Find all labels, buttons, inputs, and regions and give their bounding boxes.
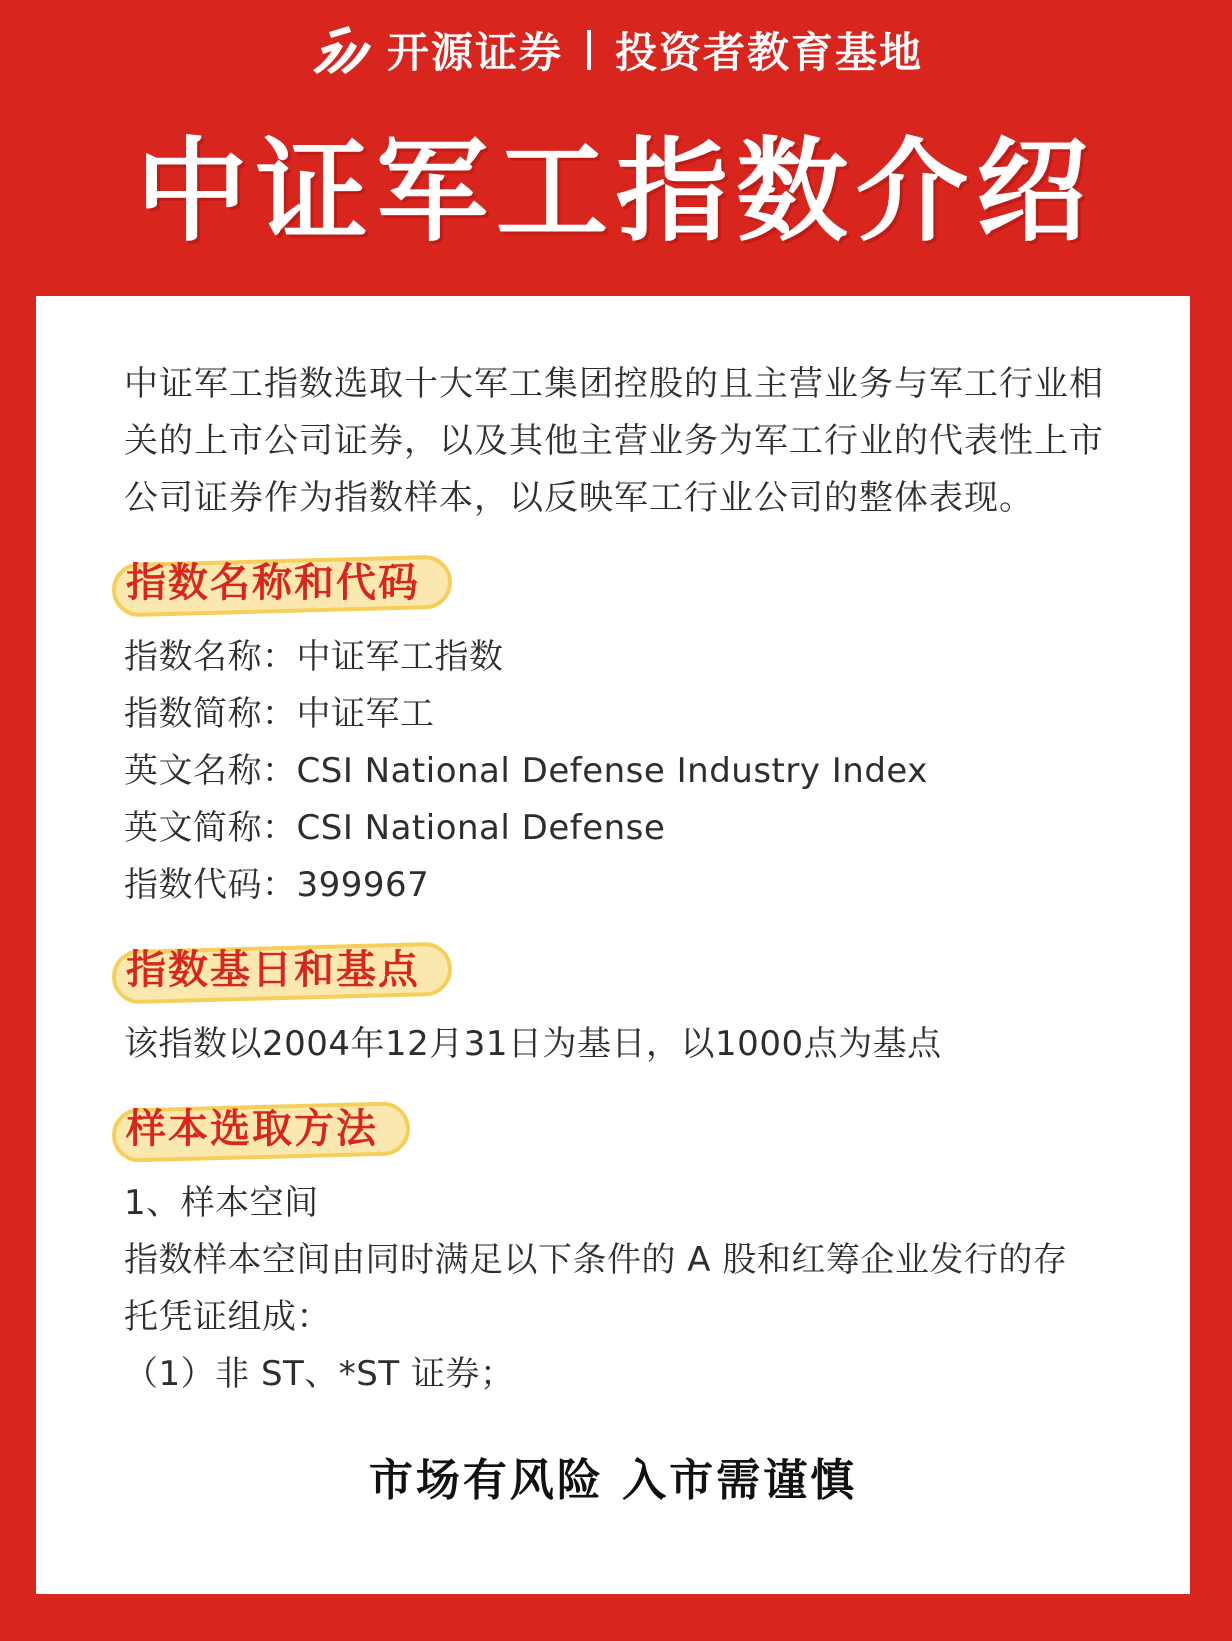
brand-name: 开源证券	[386, 28, 563, 77]
section-heading-text: 指数基日和基点	[126, 947, 420, 993]
risk-warning: 市场有风险 入市需谨慎	[368, 1455, 858, 1506]
content-card	[36, 296, 1190, 1594]
info-row: 英文简称：CSI National Defense	[124, 808, 666, 848]
method-row: （1）非 ST、*ST 证券；	[124, 1354, 515, 1394]
content-body	[124, 356, 1124, 1403]
section-heading-base	[124, 942, 434, 998]
kaiyuan-logo-icon	[309, 24, 371, 76]
method-row: 1、样本空间	[124, 1183, 319, 1223]
section-heading-text: 样本选取方法	[126, 1106, 378, 1152]
method-row: 指数样本空间由同时满足以下条件的 A 股和红筹企业发行的存	[124, 1240, 1068, 1280]
info-row: 英文名称：CSI National Defense Industry Index	[124, 751, 928, 791]
info-row: 指数简称：中证军工	[124, 694, 435, 734]
method-row: 托凭证组成：	[124, 1297, 331, 1337]
section-heading-name-code	[124, 555, 434, 611]
brand-subtitle: 投资者教育基地	[615, 28, 924, 77]
info-row: 指数名称：中证军工指数	[124, 637, 504, 677]
info-row: 指数代码：399967	[124, 865, 430, 905]
brand-header	[0, 0, 1232, 100]
section-heading-method	[124, 1101, 392, 1157]
intro-paragraph: 中证军工指数选取十大军工集团控股的且主营业务与军工行业相关的上市公司证券，以及其他主营业务为军工行业的代表性上市公司证券作为指数样本，以反映军工行业公司的整体表现。	[124, 364, 1104, 518]
base-text: 该指数以2004年12月31日为基日，以1000点为基点	[124, 1024, 942, 1064]
brand-separator	[587, 30, 591, 70]
section-heading-text: 指数名称和代码	[126, 560, 420, 606]
page-title: 中证军工指数介绍	[136, 127, 1096, 257]
